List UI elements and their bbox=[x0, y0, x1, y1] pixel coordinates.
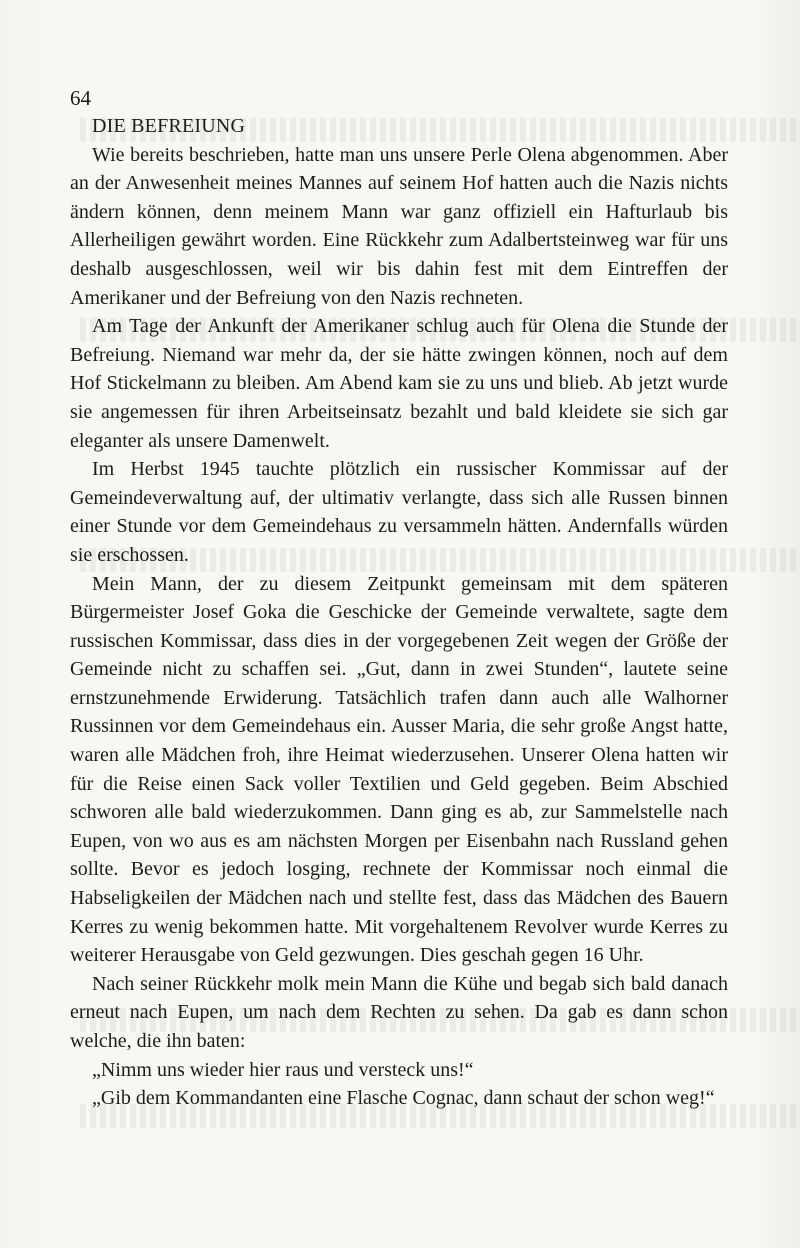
paragraph: Mein Mann, der zu diesem Zeitpunkt gemeinsam mit dem späteren Bürgermeister Josef Goka die Geschicke der Gemeinde verwaltete, sagte dem russischen Kommissar, dass dies in der vorgegebenen Zeit wegen der Größe der Gemeinde nicht zu schaffen sei. „Gut, dann in zwei Stunden“, lautete seine ernstzunehmende Erwiderung. Tatsächlich trafen dann auch alle Walhorner Russinnen vor dem Gemeindehaus ein. Ausser Maria, die sehr große Angst hatte, waren alle Mädchen froh, ihre Heimat wiederzusehen. Unserer Olena hatten wir für die Reise einen Sack voller Textilien und Geld gegeben. Beim Abschied schworen alle bald wiederzukommen. Dann ging es ab, zur Sammelstelle nach Eupen, von wo aus es am nächsten Morgen per Eisenbahn nach Russland gehen sollte. Bevor es jedoch losging, rechnete der Kommissar noch einmal die Habseligkeilen der Mädchen nach und stellte fest, dass das Mädchen des Bauern Kerres zu wenig bekommen hatte. Mit vorgehaltenem Revolver wurde Kerres zu weiterer Herausgabe von Geld gezwungen. Dies geschah gegen 16 Uhr. bbox=[70, 572, 728, 967]
paragraph: Nach seiner Rückkehr molk mein Mann die Kühe und begab sich bald danach erneut nach Eupen, um nach dem Rechten zu sehen. Da gab es dann schon welche, die ihn baten: bbox=[70, 972, 728, 1052]
page-body bbox=[70, 112, 728, 1113]
paragraph: Wie bereits beschrieben, hatte man uns unsere Perle Olena abgenommen. Aber an der Anwesenheit meines Mannes auf seinem Hof hatten auch die Nazis nichts ändern können, denn meinem Mann war ganz offiziell ein Hafturlaub bis Allerheiligen gewährt worden. Eine Rückkehr zum Adalbertsteinweg war für uns deshalb ausgeschlossen, weil wir bis dahin fest mit dem Eintreffen der Amerikaner und der Befreiung von den Nazis rechneten. bbox=[70, 143, 728, 309]
quote-paragraph: „Nimm uns wieder hier raus und versteck uns!“ bbox=[92, 1058, 474, 1081]
page-number: 64 bbox=[70, 86, 91, 110]
paragraph: Im Herbst 1945 tauchte plötzlich ein russischer Kommissar auf der Gemeindeverwaltung auf, der ultimativ verlangte, dass sich alle Russen binnen einer Stunde vor dem Gemeindehaus zu versammeln hätten. Andernfalls würden sie erschossen. bbox=[70, 458, 728, 566]
chapter-title: DIE BEFREIUNG bbox=[92, 115, 246, 137]
paragraph: Am Tage der Ankunft der Amerikaner schlug auch für Olena die Stunde der Befreiung. Niemand war mehr da, der sie hätte zwingen können, noch auf dem Hof Stickelmann zu bleiben. Am Abend kam sie zu uns und blieb. Ab jetzt wurde sie angemessen für ihren Arbeitseinsatz bezahlt und bald kleidete sie sich gar eleganter als unsere Damenwelt. bbox=[70, 315, 728, 452]
quote-paragraph: „Gib dem Kommandanten eine Flasche Cognac, dann schaut der schon weg!“ bbox=[92, 1087, 715, 1110]
